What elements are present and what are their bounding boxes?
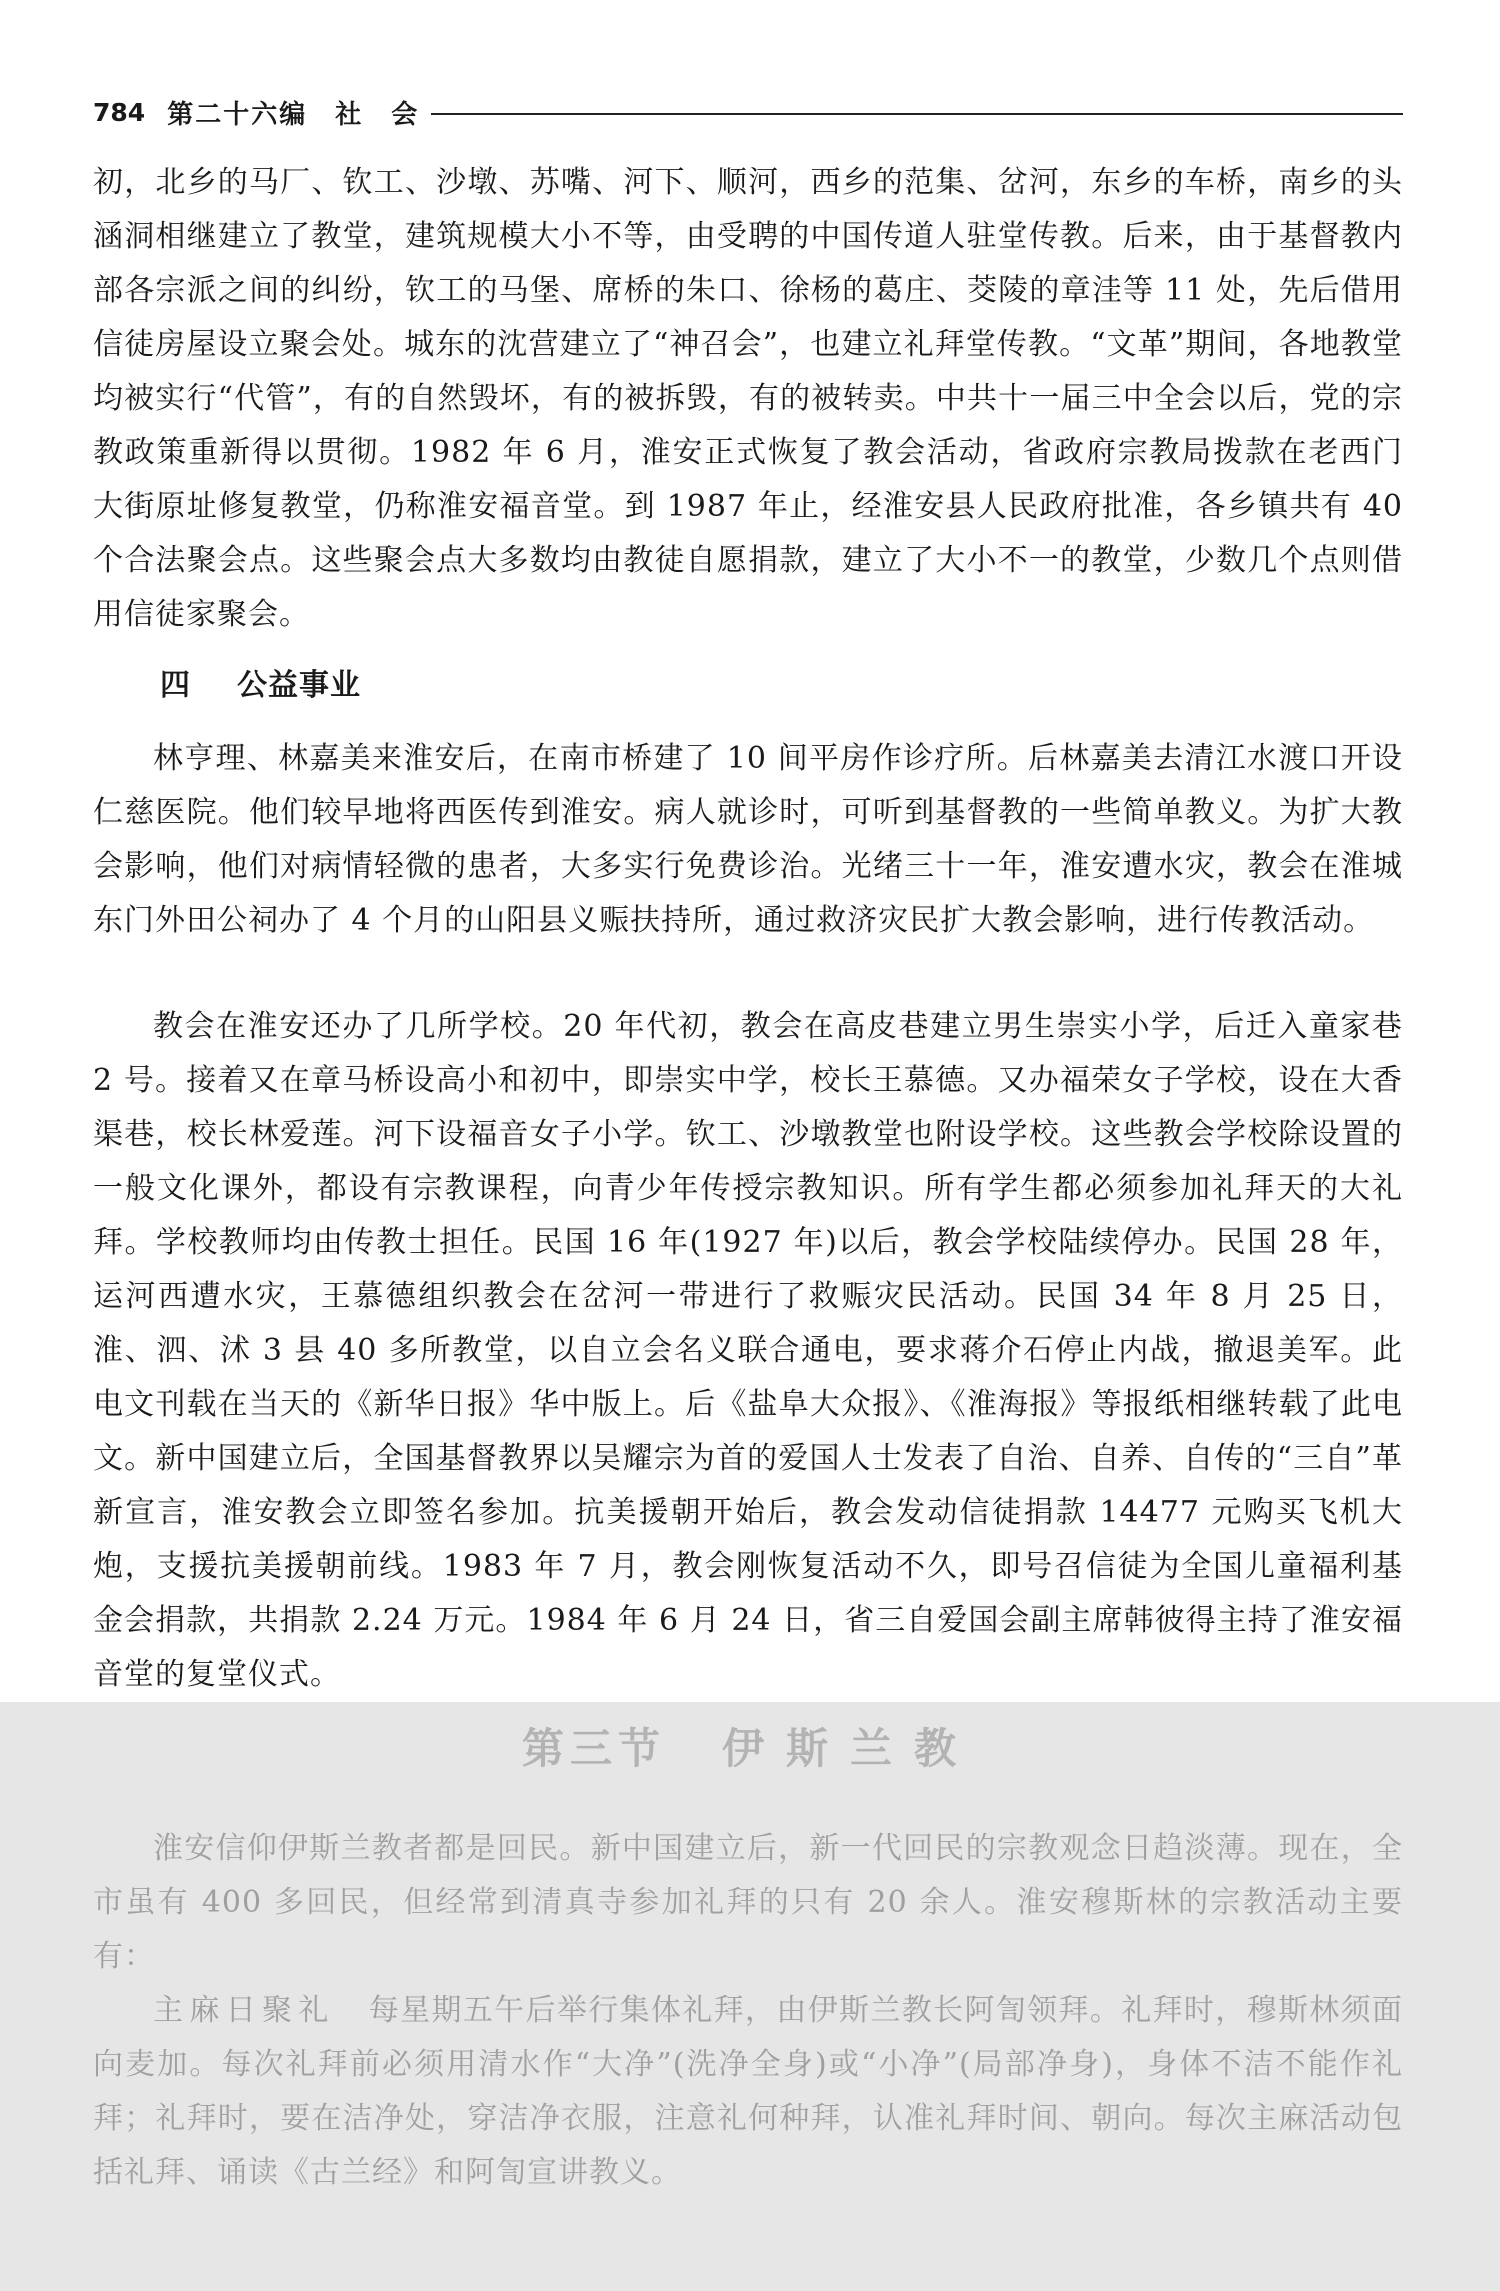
paragraph-jumu-ah <box>93 1984 1403 2200</box>
section-title: 公益事业 <box>237 668 361 703</box>
section-title: 伊斯兰教 <box>722 1724 979 1773</box>
paragraph-church-history: 初，北乡的马厂、钦工、沙墩、苏嘴、河下、顺河，西乡的范集、岔河，东乡的车桥，南乡的头涵洞相继建立了教堂，建筑规模大小不等，由受聘的中国传道人驻堂传教。后来，由于基督教内部各宗派之间的纠纷，钦工的马堡、席桥的朱口、徐杨的葛庄、茭陵的章洼等 11 处，先后借用信徒房屋设立聚会处。城东的沈营建立了“神召会”，也建立礼拜堂传教。“文革”期间，各地教堂均被实行“代管”，有的自然毁坏，有的被拆毁，有的被转卖。中共十一届三中全会以后，党的宗教政策重新得以贯彻。1982 年 6 月，淮安正式恢复了教会活动，省政府宗教局拨款在老西门大街原址修复教堂，仍称淮安福音堂。到 1987 年止，经淮安县人民政府批准，各乡镇共有 40 个合法聚会点。这些聚会点大多数均由教徒自愿捐款，建立了大小不一的教堂，少数几个点则借用信徒家聚会。 <box>93 165 1403 632</box>
section-number: 第三节 <box>521 1724 666 1773</box>
section-heading-public-welfare <box>160 660 361 704</box>
header-rule <box>431 113 1403 115</box>
section-number: 四 <box>160 668 191 703</box>
paragraph-body: 每星期五午后举行集体礼拜，由伊斯兰教长阿訇领拜。礼拜时，穆斯林须面向麦加。每次礼拜前必须用清水作“大净”(洗净全身)或“小净”(局部净身)，身体不洁不能作礼拜；礼拜时，要在洁净处，穿洁净衣服，注意礼何种拜，认准礼拜时间、朝向。每次主麻活动包括礼拜、诵读《古兰经》和阿訇宣讲教义。 <box>93 1993 1404 2190</box>
paragraph-clinic: 林亨理、林嘉美来淮安后，在南市桥建了 10 间平房作诊疗所。后林嘉美去清江水渡口开设仁慈医院。他们较早地将西医传到淮安。病人就诊时，可听到基督教的一些简单教义。为扩大教会影响，他们对病情轻微的患者，大多实行免费诊治。光绪三十一年，淮安遭水灾，教会在淮城东门外田公祠办了 4 个月的山阳县义赈扶持所，通过救济灾民扩大教会影响，进行传教活动。 <box>93 741 1403 938</box>
section-heading-islam <box>0 1716 1500 1776</box>
page-number: 784 <box>93 97 146 127</box>
lead-term: 主麻日聚礼 <box>153 1993 335 2028</box>
paragraph-islam-intro: 淮安信仰伊斯兰教者都是回民。新中国建立后，新一代回民的宗教观念日趋淡薄。现在，全市虽有 400 多回民，但经常到清真寺参加礼拜的只有 20 余人。淮安穆斯林的宗教活动主要有： <box>93 1831 1403 1974</box>
paragraph-schools: 教会在淮安还办了几所学校。20 年代初，教会在高皮巷建立男生崇实小学，后迁入童家巷 2 号。接着又在章马桥设高小和初中，即崇实中学，校长王慕德。又办福荣女子学校，设在大香渠巷，校长林爱莲。河下设福音女子小学。钦工、沙墩教堂也附设学校。这些教会学校除设置的一般文化课外，都设有宗教课程，向青少年传授宗教知识。所有学生都必须参加礼拜天的大礼拜。学校教师均由传教士担任。民国 16 年(1927 年)以后，教会学校陆续停办。民国 28 年，运河西遭水灾，王慕德组织教会在岔河一带进行了救赈灾民活动。民国 34 年 8 月 25 日，淮、泗、沭 3 县 40 多所教堂，以自立会名义联合通电，要求蒋介石停止内战，撤退美军。此电文刊载在当天的《新华日报》华中版上。后《盐阜大众报》、《淮海报》等报纸相继转载了此电文。新中国建立后，全国基督教界以吴耀宗为首的爱国人士发表了自治、自养、自传的“三自”革新宣言，淮安教会立即签名参加。抗美援朝开始后，教会发动信徒捐款 14477 元购买飞机大炮，支援抗美援朝前线。1983 年 7 月，教会刚恢复活动不久，即号召信徒为全国儿童福利基金会捐款，共捐款 2.24 万元。1984 年 6 月 24 日，省三自爱国会副主席韩彼得主持了淮安福音堂的复堂仪式。 <box>93 1009 1403 1692</box>
chapter-title: 第二十六编 社 会 <box>167 99 420 130</box>
running-header <box>93 92 1403 132</box>
